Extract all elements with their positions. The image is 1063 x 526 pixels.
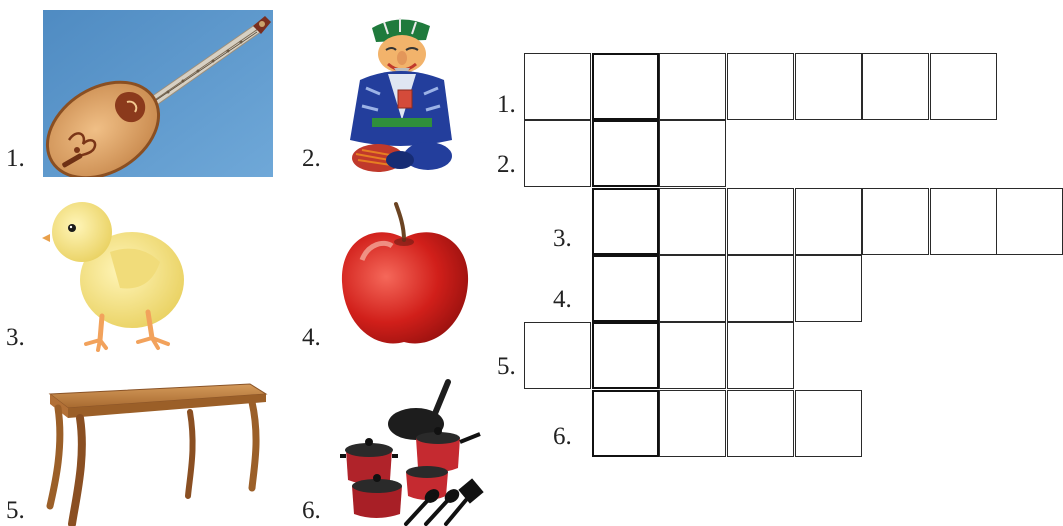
picture-label-6: 6. xyxy=(302,497,321,524)
crossword-key-cell[interactable] xyxy=(592,120,659,187)
crossword-cell[interactable] xyxy=(659,188,726,255)
crossword-cell[interactable] xyxy=(795,188,862,255)
picture-label-5: 5. xyxy=(6,497,25,524)
crossword-cell[interactable] xyxy=(524,120,591,187)
apple-icon xyxy=(334,200,474,352)
crossword-row-label-6: 6. xyxy=(553,423,572,450)
crossword-row-label-4: 4. xyxy=(553,286,572,313)
crossword-cell[interactable] xyxy=(727,53,794,120)
crossword-cell[interactable] xyxy=(727,255,794,322)
crossword-cell[interactable] xyxy=(727,188,794,255)
chick-icon xyxy=(40,192,190,354)
old-man-figure-icon xyxy=(340,10,460,178)
crossword-cell[interactable] xyxy=(524,53,591,120)
crossword-cell[interactable] xyxy=(795,255,862,322)
crossword-cell[interactable] xyxy=(727,390,794,457)
crossword-cell[interactable] xyxy=(659,120,726,187)
picture-label-4: 4. xyxy=(302,324,321,351)
crossword-key-cell[interactable] xyxy=(592,188,659,255)
crossword-key-cell[interactable] xyxy=(592,53,659,120)
table-icon xyxy=(40,378,270,526)
crossword-row-label-2: 2. xyxy=(497,151,516,178)
crossword-cell[interactable] xyxy=(795,390,862,457)
crossword-cell[interactable] xyxy=(862,188,929,255)
crossword-cell[interactable] xyxy=(930,188,997,255)
picture-label-3: 3. xyxy=(6,324,25,351)
crossword-key-cell[interactable] xyxy=(592,322,659,389)
crossword-cell[interactable] xyxy=(727,322,794,389)
cookware-icon xyxy=(336,376,496,526)
crossword-cell[interactable] xyxy=(862,53,929,120)
crossword-row-label-1: 1. xyxy=(497,91,516,118)
crossword-cell[interactable] xyxy=(930,53,997,120)
crossword-key-cell[interactable] xyxy=(592,390,659,457)
crossword-row-label-3: 3. xyxy=(553,225,572,252)
crossword-cell[interactable] xyxy=(659,53,726,120)
dombra-icon xyxy=(43,10,273,177)
crossword-cell[interactable] xyxy=(524,322,591,389)
picture-label-1: 1. xyxy=(6,145,25,172)
crossword-cell[interactable] xyxy=(659,322,726,389)
crossword-cell[interactable] xyxy=(795,53,862,120)
crossword-cell[interactable] xyxy=(659,255,726,322)
crossword-cell[interactable] xyxy=(659,390,726,457)
crossword-key-cell[interactable] xyxy=(592,255,659,322)
crossword-row-label-5: 5. xyxy=(497,353,516,380)
picture-label-2: 2. xyxy=(302,145,321,172)
crossword-cell[interactable] xyxy=(996,188,1063,255)
